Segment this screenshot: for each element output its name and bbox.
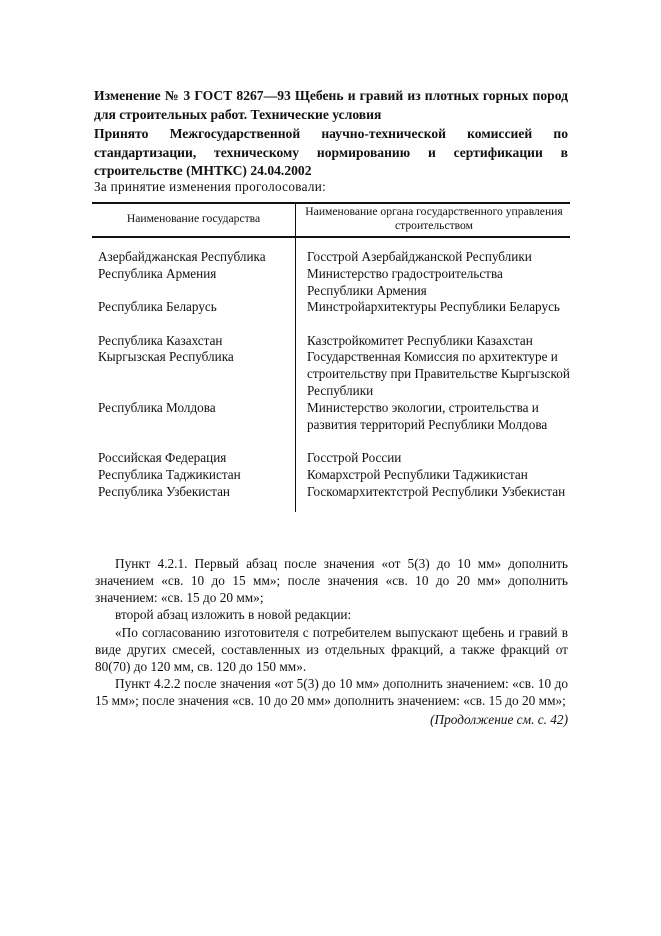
state-name: Республика Казахстан xyxy=(98,333,223,348)
voted-label: За принятие изменения проголосовали: xyxy=(94,179,327,194)
authority-name: Комархстрой Республики Таджикистан xyxy=(307,467,528,482)
state-name: Российская Федерация xyxy=(98,450,227,465)
continuation-note: (Продолжение см. с. 42) xyxy=(430,712,568,727)
authority-name: Государственная Комиссия по архитектуре и строительству при Правительстве Кыргызской Республики xyxy=(307,349,570,398)
table-header-rule xyxy=(92,236,570,238)
paragraph-4-2-2: Пункт 4.2.2 после значения «от 5(3) до 10 мм» дополнить значением: «св. 10 до 15 мм»; после значения «св. 10 до 20 мм» дополнить значением: «св. 15 до 20 мм»; xyxy=(95,676,568,709)
authority-name: Госстрой Азербайджанской Республики xyxy=(307,249,532,264)
authority-name: Минстройархитектуры Республики Беларусь xyxy=(307,299,560,314)
authority-name: Министерство экологии, строительства и развития территорий Республики Молдова xyxy=(307,400,548,432)
state-name: Республика Армения xyxy=(98,266,217,281)
paragraph-4-2-1: Пункт 4.2.1. Первый абзац после значения «от 5(3) до 10 мм» дополнить значением «св. 10 до 15 мм»; после значения «св. 10 до 20 мм» дополнить значением: «св. 15 до 20 мм»; xyxy=(95,556,568,606)
column-header-authority: Наименование органа государственного управления строительством xyxy=(305,205,563,232)
state-name: Республика Беларусь xyxy=(98,299,217,314)
voting-states-table xyxy=(92,202,570,512)
table-column-divider xyxy=(295,202,296,512)
authority-name: Госкомархитектстрой Республики Узбекистан xyxy=(307,484,566,499)
paragraph-quote: «По согласованию изготовителя с потребителем выпускают щебень и гравий в виде других смесей, составленных из отдельных фракций, а также фракций от 80(70) до 120 мм, св. 120 до 150 мм». xyxy=(95,625,568,675)
accepted-by-statement: Принято Межгосударственной научно-технической комиссией по стандартизации, техническому нормированию и сертификации в строительстве (МНТКС) 24.04.2002 xyxy=(94,126,568,178)
authority-name: Госстрой России xyxy=(307,450,402,465)
authority-name: Министерство градостроительства Республики Армения xyxy=(307,266,503,298)
state-name: Республика Молдова xyxy=(98,400,216,415)
state-name: Кыргызская Республика xyxy=(98,349,234,364)
state-name: Республика Таджикистан xyxy=(98,467,241,482)
paragraph-second-abzac: второй абзац изложить в новой редакции: xyxy=(115,607,352,622)
authority-name: Казстройкомитет Республики Казахстан xyxy=(307,333,533,348)
state-name: Азербайджанская Республика xyxy=(98,249,266,264)
state-name: Республика Узбекистан xyxy=(98,484,230,499)
column-header-state: Наименование государства xyxy=(126,212,261,225)
amendment-title: Изменение № 3 ГОСТ 8267—93 Щебень и гравий из плотных горных пород для строительных работ. Технические условия xyxy=(94,88,568,122)
table-top-rule xyxy=(92,202,570,204)
